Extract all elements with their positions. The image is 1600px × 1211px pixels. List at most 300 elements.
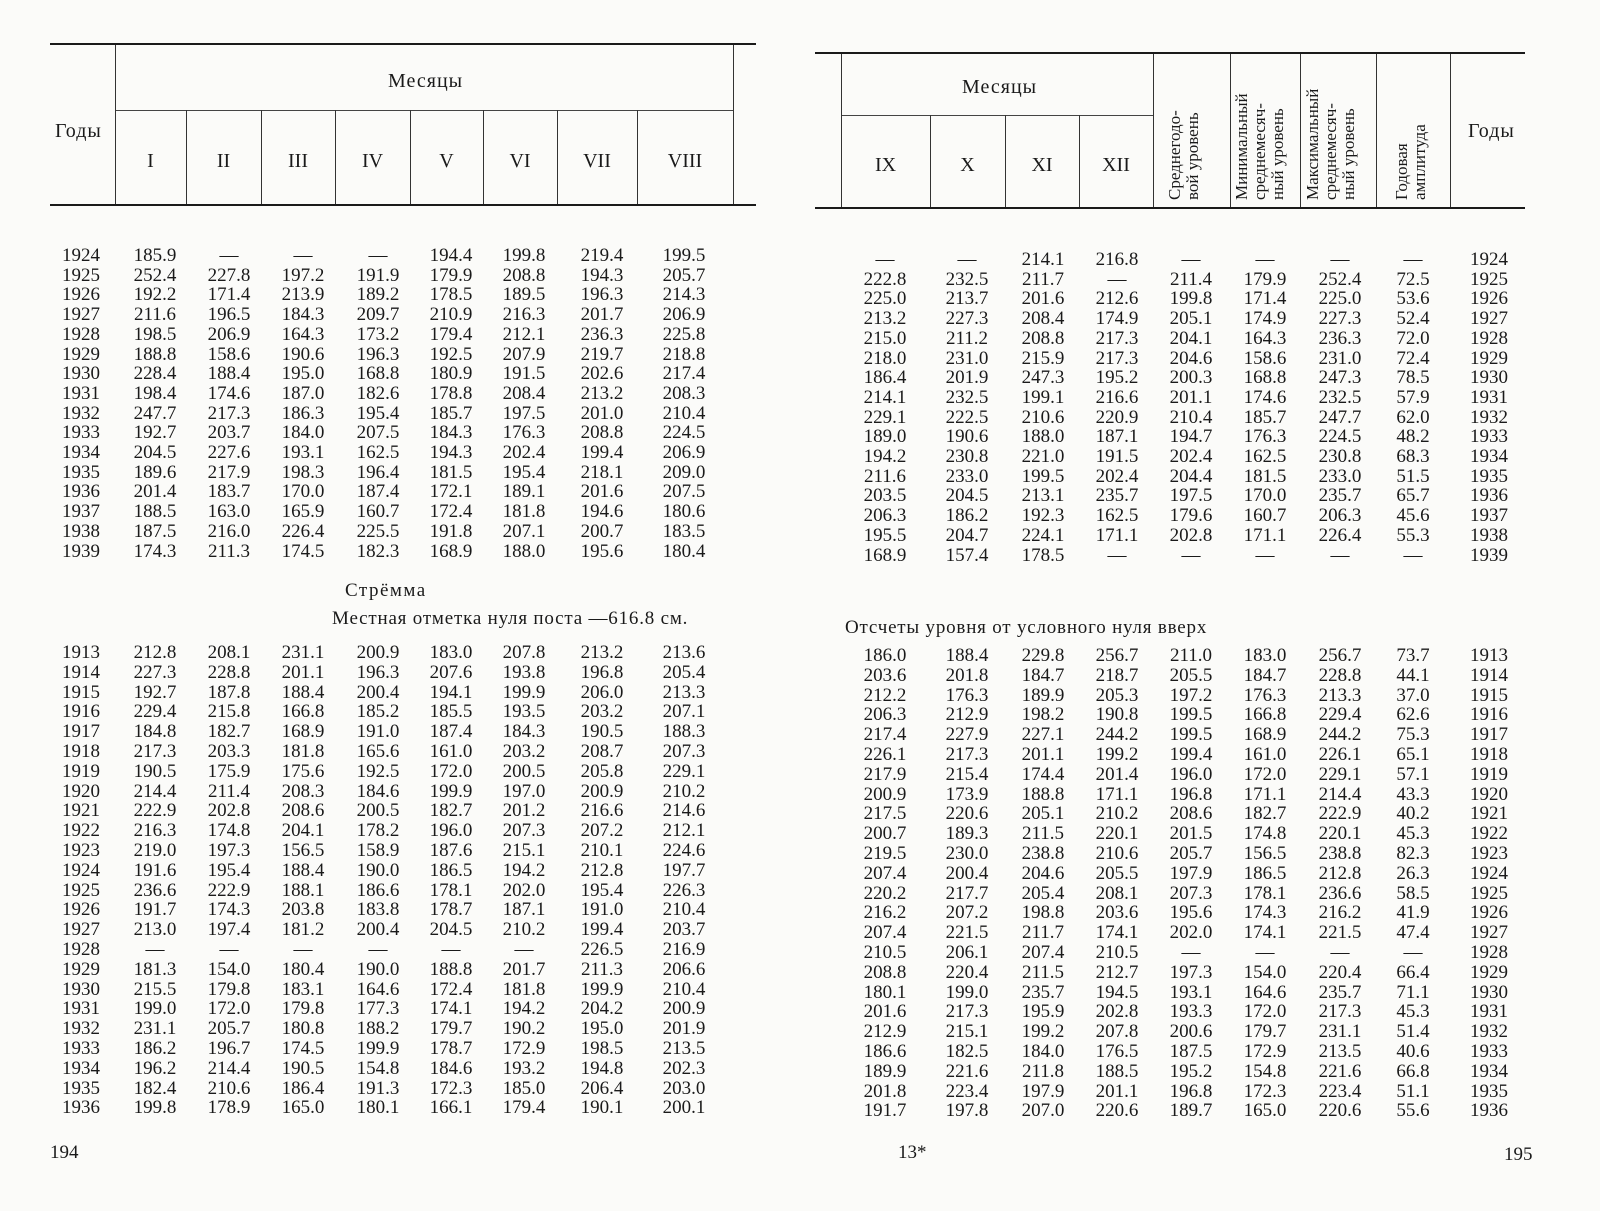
value-cell: 204.6	[1169, 347, 1213, 369]
value-cell: 198.2	[1021, 704, 1065, 726]
value-cell: 213.5	[662, 1038, 706, 1059]
year-cell: 1936	[62, 481, 100, 503]
value-cell: —	[293, 245, 313, 266]
value-cell: 48.2	[1396, 426, 1430, 448]
value-cell: 229.4	[133, 701, 177, 723]
value-cell: 179.7	[1243, 1021, 1287, 1043]
value-cell: 224.5	[1318, 426, 1362, 448]
value-cell: 232.5	[945, 386, 989, 408]
value-cell: 228.8	[1318, 664, 1362, 686]
value-cell: 201.8	[945, 664, 989, 686]
value-cell: 211.5	[1021, 823, 1065, 845]
value-cell: 216.2	[1318, 902, 1362, 924]
value-cell: 210.4	[662, 899, 706, 921]
year-cell: 1935	[62, 461, 100, 483]
value-cell: 203.3	[207, 741, 251, 762]
value-cell: 220.1	[1095, 823, 1139, 845]
value-cell: 222.9	[207, 879, 251, 901]
value-cell: 202.8	[207, 800, 251, 822]
year-cell: 1924	[62, 859, 100, 881]
value-cell: 227.9	[945, 724, 989, 746]
value-cell: 55.6	[1396, 1100, 1430, 1122]
value-cell: 200.9	[356, 642, 400, 663]
value-cell: 212.6	[1095, 288, 1139, 310]
value-cell: 214.3	[662, 284, 706, 306]
value-cell: 72.4	[1396, 347, 1430, 369]
value-cell: 210.9	[429, 304, 473, 326]
value-cell: 195.4	[207, 859, 251, 881]
value-cell: 174.6	[1243, 386, 1287, 408]
value-cell: 205.4	[1021, 882, 1065, 904]
value-cell: 185.7	[429, 402, 473, 424]
year-cell: 1931	[1470, 1001, 1508, 1023]
value-cell: 189.7	[1169, 1100, 1213, 1122]
value-cell: 194.5	[1095, 981, 1139, 1003]
value-cell: 65.1	[1396, 744, 1430, 765]
value-cell: 218.7	[1095, 664, 1139, 686]
value-cell: 196.5	[207, 304, 251, 326]
value-cell: 199.1	[1021, 386, 1065, 408]
year-cell: 1931	[1470, 386, 1508, 408]
value-cell: 184.3	[281, 304, 325, 326]
value-cell: 181.3	[133, 958, 177, 980]
value-cell: 178.1	[1243, 882, 1287, 904]
value-cell: 184.3	[429, 422, 473, 444]
value-cell: 212.9	[945, 704, 989, 726]
value-cell: 213.2	[863, 308, 907, 330]
value-cell: 228.8	[207, 661, 251, 683]
col-divider	[1230, 54, 1231, 207]
value-cell: 187.5	[133, 520, 177, 542]
value-cell: 183.0	[429, 642, 473, 663]
value-cell: 247.3	[1318, 367, 1362, 389]
year-cell: 1931	[62, 998, 100, 1020]
value-cell: 197.9	[1021, 1080, 1065, 1102]
signature-mark: 13*	[898, 1142, 927, 1163]
value-cell: 210.2	[1095, 803, 1139, 825]
value-cell: 200.9	[580, 780, 624, 802]
value-cell: 52.4	[1396, 308, 1430, 330]
value-cell: 165.0	[281, 1097, 325, 1119]
value-cell: 201.4	[1095, 763, 1139, 785]
value-cell: 163.0	[207, 501, 251, 523]
value-cell: 201.1	[1095, 1080, 1139, 1102]
value-cell: 201.7	[502, 958, 546, 980]
value-cell: 252.4	[1318, 268, 1362, 290]
year-cell: 1924	[62, 245, 100, 266]
value-cell: 186.3	[281, 402, 325, 424]
value-cell: 188.3	[662, 721, 706, 743]
col-divider	[841, 54, 842, 207]
value-cell: 66.8	[1396, 1060, 1430, 1082]
value-cell: 168.8	[1243, 367, 1287, 389]
value-cell: 217.3	[1095, 347, 1139, 369]
section-note: Отсчеты уровня от условного нуля вверх	[845, 617, 1208, 638]
year-cell: 1914	[62, 661, 100, 683]
year-cell: 1934	[62, 1057, 100, 1079]
value-cell: 195.9	[1021, 1001, 1065, 1023]
value-cell: 247.7	[133, 402, 177, 424]
value-cell: 196.8	[1169, 783, 1213, 805]
year-cell: 1933	[1470, 1041, 1508, 1062]
year-cell: 1921	[62, 800, 100, 822]
year-cell: 1924	[1470, 862, 1508, 884]
value-cell: 201.7	[580, 304, 624, 326]
value-cell: 188.8	[133, 343, 177, 365]
value-cell: 200.1	[662, 1097, 706, 1119]
value-cell: 188.4	[281, 681, 325, 703]
value-cell: 207.8	[502, 642, 546, 663]
value-cell: 176.3	[945, 684, 989, 706]
value-cell: 205.7	[207, 1018, 251, 1040]
year-cell: 1930	[62, 978, 100, 1000]
value-cell: 229.8	[1021, 645, 1065, 666]
year-cell: 1929	[1470, 961, 1508, 983]
value-cell: 210.6	[1021, 406, 1065, 428]
value-cell: 191.7	[133, 899, 177, 921]
value-cell: 199.0	[133, 998, 177, 1020]
value-cell: 154.0	[1243, 961, 1287, 983]
value-cell: 166.8	[281, 701, 325, 723]
year-cell: 1917	[62, 721, 100, 743]
value-cell: 168.9	[1243, 724, 1287, 746]
value-cell: 165.0	[1243, 1100, 1287, 1122]
year-cell: 1921	[1470, 803, 1508, 825]
value-cell: 211.4	[1169, 268, 1213, 290]
value-cell: 178.5	[1021, 544, 1065, 566]
value-cell: 198.3	[281, 461, 325, 483]
year-cell: 1934	[62, 442, 100, 463]
value-cell: —	[219, 245, 239, 266]
value-cell: —	[441, 939, 461, 960]
month-header: VI	[509, 150, 531, 172]
value-cell: 204.1	[281, 820, 325, 842]
year-cell: 1924	[1470, 249, 1508, 270]
value-cell: 160.7	[1243, 505, 1287, 527]
value-cell: 168.9	[863, 544, 907, 566]
value-cell: 206.4	[580, 1077, 624, 1099]
value-cell: 201.6	[1021, 288, 1065, 310]
value-cell: 208.3	[281, 780, 325, 802]
value-cell: 172.3	[1243, 1080, 1287, 1102]
value-cell: 188.4	[281, 859, 325, 881]
value-cell: 211.4	[207, 780, 251, 802]
value-cell: 196.8	[580, 661, 624, 683]
value-cell: 175.6	[281, 760, 325, 782]
value-cell: 62.6	[1396, 704, 1430, 726]
value-cell: 191.7	[863, 1100, 907, 1122]
value-cell: 195.0	[281, 363, 325, 385]
value-cell: 194.7	[1169, 426, 1213, 448]
value-cell: 186.2	[945, 505, 989, 527]
value-cell: 230.8	[945, 446, 989, 467]
value-cell: 198.8	[1021, 902, 1065, 924]
value-cell: 181.8	[502, 978, 546, 1000]
value-cell: 212.8	[580, 859, 624, 881]
value-cell: 207.1	[502, 520, 546, 542]
value-cell: 179.4	[429, 323, 473, 345]
value-cell: 162.5	[1243, 446, 1287, 467]
value-cell: 178.9	[207, 1097, 251, 1119]
year-cell: 1922	[62, 820, 100, 842]
year-cell: 1934	[1470, 1060, 1508, 1082]
month-header: I	[147, 150, 154, 172]
year-cell: 1934	[1470, 446, 1508, 467]
value-cell: 200.4	[945, 862, 989, 884]
value-cell: 199.8	[133, 1097, 177, 1119]
value-cell: 204.7	[945, 524, 989, 546]
value-cell: 205.8	[580, 760, 624, 782]
value-cell: 156.5	[281, 840, 325, 861]
months-underline	[115, 110, 733, 111]
value-cell: 231.1	[133, 1018, 177, 1040]
year-cell: 1913	[62, 642, 100, 663]
year-cell: 1926	[62, 284, 100, 306]
value-cell: 174.1	[1243, 922, 1287, 944]
value-cell: 235.7	[1095, 485, 1139, 507]
value-cell: 174.1	[1095, 922, 1139, 944]
value-cell: —	[1181, 942, 1201, 963]
year-cell: 1920	[1470, 783, 1508, 805]
year-cell: 1927	[1470, 922, 1508, 944]
months-header: Месяцы	[962, 76, 1038, 98]
year-cell: 1936	[1470, 1100, 1508, 1122]
value-cell: 183.8	[356, 899, 400, 921]
value-cell: 192.3	[1021, 505, 1065, 527]
value-cell: 206.6	[662, 958, 706, 980]
value-cell: 75.3	[1396, 724, 1430, 746]
value-cell: 190.2	[502, 1018, 546, 1040]
value-cell: 210.5	[863, 942, 907, 963]
value-cell: 174.4	[1021, 763, 1065, 785]
value-cell: 178.8	[429, 382, 473, 404]
value-cell: 189.5	[502, 284, 546, 306]
value-cell: 192.5	[429, 343, 473, 365]
value-cell: 226.5	[580, 939, 624, 960]
value-cell: 191.9	[356, 264, 400, 286]
value-cell: 184.0	[281, 422, 325, 444]
value-cell: 212.1	[662, 820, 706, 842]
value-cell: 199.5	[1169, 704, 1213, 726]
value-cell: 212.8	[133, 642, 177, 663]
value-cell: 182.7	[1243, 803, 1287, 825]
value-cell: 226.1	[1318, 744, 1362, 765]
value-cell: —	[1330, 942, 1350, 963]
year-cell: 1927	[62, 919, 100, 941]
col-divider	[1300, 54, 1301, 207]
value-cell: 201.1	[1169, 386, 1213, 408]
value-cell: 200.5	[356, 800, 400, 822]
value-cell: 203.7	[207, 422, 251, 444]
value-cell: 221.5	[945, 922, 989, 944]
month-header: XII	[1102, 154, 1130, 176]
years-header: Годы	[1468, 120, 1515, 142]
value-cell: 213.1	[1021, 485, 1065, 507]
value-cell: 71.1	[1396, 981, 1430, 1003]
value-cell: 212.2	[863, 684, 907, 706]
value-cell: 215.1	[945, 1021, 989, 1043]
value-cell: 220.6	[1095, 1100, 1139, 1122]
value-cell: 181.8	[502, 501, 546, 523]
value-cell: 171.1	[1243, 783, 1287, 805]
value-cell: 208.7	[580, 741, 624, 762]
value-cell: 51.5	[1396, 465, 1430, 487]
value-cell: 168.9	[281, 721, 325, 743]
year-cell: 1939	[1470, 544, 1508, 566]
value-cell: 176.3	[502, 422, 546, 444]
value-cell: 172.4	[429, 501, 473, 523]
value-cell: 226.3	[662, 879, 706, 901]
value-cell: 215.8	[207, 701, 251, 723]
value-cell: 218.0	[863, 347, 907, 369]
year-cell: 1926	[1470, 902, 1508, 924]
value-cell: 158.6	[207, 343, 251, 365]
value-cell: 201.6	[580, 481, 624, 503]
value-cell: 168.9	[429, 540, 473, 562]
value-cell: 191.6	[133, 859, 177, 881]
value-cell: 207.0	[1021, 1100, 1065, 1122]
value-cell: 206.9	[662, 304, 706, 326]
value-cell: 197.7	[662, 859, 706, 881]
year-cell: 1937	[62, 501, 100, 523]
header-bottom-rule	[50, 204, 756, 206]
max-monthly-header: Максимальный среднемесяч- ный уровень	[1303, 88, 1358, 200]
value-cell: 73.7	[1396, 645, 1430, 666]
value-cell: 211.6	[863, 465, 907, 487]
value-cell: 189.2	[356, 284, 400, 306]
value-cell: 214.1	[1021, 249, 1065, 270]
value-cell: 222.5	[945, 406, 989, 428]
value-cell: 203.8	[281, 899, 325, 921]
value-cell: 201.9	[662, 1018, 706, 1040]
value-cell: 187.5	[1169, 1041, 1213, 1062]
left-page	[0, 0, 780, 1211]
years-header: Годы	[55, 120, 102, 142]
value-cell: 199.8	[1169, 288, 1213, 310]
value-cell: 183.5	[662, 520, 706, 542]
value-cell: 202.0	[502, 879, 546, 901]
value-cell: 172.0	[429, 760, 473, 782]
value-cell: 231.0	[1318, 347, 1362, 369]
value-cell: 217.3	[1095, 327, 1139, 349]
value-cell: 197.8	[945, 1100, 989, 1122]
value-cell: 215.5	[133, 978, 177, 1000]
year-cell: 1939	[62, 540, 100, 562]
value-cell: 190.1	[580, 1097, 624, 1119]
value-cell: 210.5	[1095, 942, 1139, 963]
value-cell: 182.7	[429, 800, 473, 822]
value-cell: 179.8	[281, 998, 325, 1020]
value-cell: 190.0	[356, 859, 400, 881]
value-cell: 179.9	[429, 264, 473, 286]
value-cell: 224.1	[1021, 524, 1065, 546]
value-cell: 174.1	[429, 998, 473, 1020]
year-cell: 1931	[62, 382, 100, 404]
right-page	[820, 0, 1600, 1211]
value-cell: —	[219, 939, 239, 960]
value-cell: 182.3	[356, 540, 400, 562]
value-cell: 225.0	[863, 288, 907, 310]
year-cell: 1930	[1470, 367, 1508, 389]
value-cell: 51.1	[1396, 1080, 1430, 1102]
value-cell: 201.4	[133, 481, 177, 503]
value-cell: 207.3	[1169, 882, 1213, 904]
value-cell: 206.3	[863, 505, 907, 527]
page-number: 194	[50, 1142, 79, 1163]
annual-amplitude-header: Годовая амплитуда	[1392, 124, 1429, 200]
value-cell: 203.7	[662, 919, 706, 941]
value-cell: 179.7	[429, 1018, 473, 1040]
value-cell: 203.0	[662, 1077, 706, 1099]
value-cell: 186.4	[863, 367, 907, 389]
year-cell: 1935	[62, 1077, 100, 1099]
value-cell: 51.4	[1396, 1021, 1430, 1043]
value-cell: 202.0	[1169, 922, 1213, 944]
value-cell: 174.9	[1095, 308, 1139, 330]
value-cell: 182.6	[356, 382, 400, 404]
value-cell: 157.4	[945, 544, 989, 566]
year-cell: 1928	[62, 939, 100, 960]
year-cell: 1917	[1470, 724, 1508, 746]
value-cell: 226.4	[281, 520, 325, 542]
top-rule	[50, 43, 756, 45]
value-cell: 194.2	[502, 998, 546, 1020]
value-cell: 200.4	[356, 681, 400, 703]
value-cell: 205.1	[1169, 308, 1213, 330]
value-cell: 194.1	[429, 681, 473, 703]
value-cell: 201.1	[1021, 744, 1065, 765]
value-cell: 200.4	[356, 919, 400, 941]
value-cell: 174.3	[1243, 902, 1287, 924]
value-cell: 202.3	[662, 1057, 706, 1079]
month-header: V	[439, 150, 454, 172]
value-cell: 230.8	[1318, 446, 1362, 467]
value-cell: 227.6	[207, 442, 251, 463]
value-cell: 171.1	[1095, 783, 1139, 805]
value-cell: 172.0	[207, 998, 251, 1020]
value-cell: 191.0	[356, 721, 400, 743]
year-cell: 1927	[62, 304, 100, 326]
value-cell: 217.3	[133, 741, 177, 762]
value-cell: 229.1	[1318, 763, 1362, 785]
value-cell: 211.7	[1021, 268, 1065, 290]
value-cell: 233.0	[1318, 465, 1362, 487]
value-cell: 211.8	[1021, 1060, 1065, 1082]
value-cell: 172.3	[429, 1077, 473, 1099]
value-cell: 223.4	[945, 1080, 989, 1102]
value-cell: 172.1	[429, 481, 473, 503]
value-cell: 172.4	[429, 978, 473, 1000]
value-cell: 205.3	[1095, 684, 1139, 706]
top-rule	[815, 52, 1525, 54]
value-cell: 211.0	[1169, 645, 1213, 666]
value-cell: 214.4	[133, 780, 177, 802]
header-bottom-rule	[815, 207, 1525, 209]
value-cell: 78.5	[1396, 367, 1430, 389]
value-cell: 208.4	[502, 382, 546, 404]
value-cell: 203.2	[580, 701, 624, 723]
value-cell: 45.3	[1396, 1001, 1430, 1023]
value-cell: 213.3	[662, 681, 706, 703]
value-cell: 216.9	[662, 939, 706, 960]
value-cell: 198.4	[133, 382, 177, 404]
value-cell: 199.2	[1095, 744, 1139, 765]
value-cell: 213.7	[945, 288, 989, 310]
year-cell: 1937	[1470, 505, 1508, 527]
value-cell: 201.5	[1169, 823, 1213, 845]
year-cell: 1920	[62, 780, 100, 802]
value-cell: 57.1	[1396, 763, 1430, 785]
